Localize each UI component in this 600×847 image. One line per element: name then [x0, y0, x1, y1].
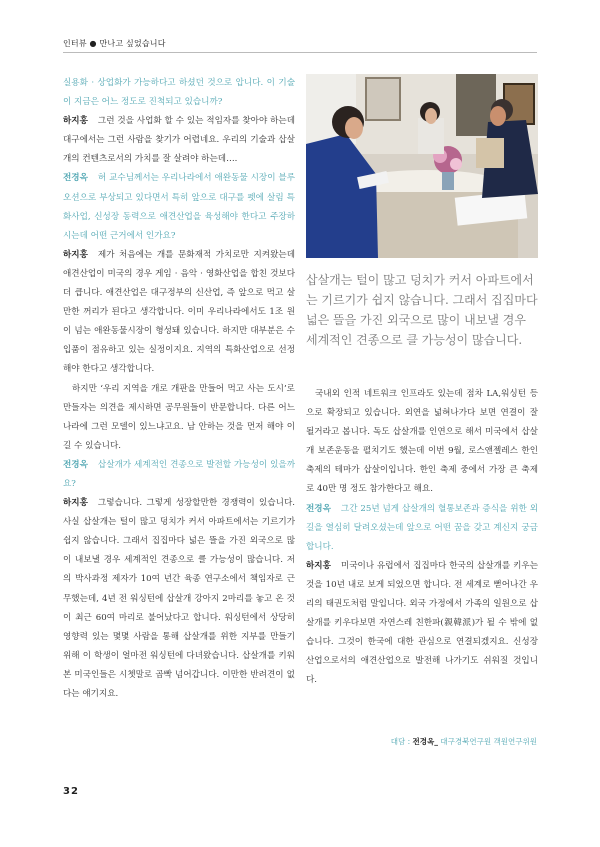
paragraph-text: 그렇습니다. 그렇게 성장할만한 경쟁력이 있습니다. 사실 삽살개는 털이 많고 덩치가 커서 아파트에서는 기르기가 쉽지 않습니다. 그래서 집집마다 넓은 뜰을 가진 외국으로 많이 내보낼 경우 세계적인 견종으로 클 가능성이 많습니다. 저의 박사과정 제자가 10여 년간 육종 연구소에서 책임자로 근무했는데, 4년 전 워싱턴에 삽살개 강아지 2마리를 놓고 온 것이 최근 60여 마리로 불어났다고 합니다. 워싱턴에서 상당히 영향력 있는 몇몇 사람을 통해 삽살개를 위한 지부를 만들기 위해 이 학생이 얼마전 워싱턴에 다녀왔습니다. 삽살개를 키워 본 미국인들은 시쳇말로 곱빡 넘어갑니다. 이만한 반려견이 없다는 얘기지요. — [63, 498, 295, 699]
question-paragraph — [306, 500, 538, 557]
paragraph-text: 그런 것을 사업화 할 수 있는 적임자를 찾아야 하는데 대구에서는 그런 사람을 찾기가 어렵네요. 우리의 기술과 삽살개의 컨텐츠로서의 가치를 잘 살려야 하는데…. — [63, 116, 295, 165]
paragraph-text: 미국이나 유럽에서 집집마다 한국의 삽살개를 키우는 것을 10년 내로 보게 되었으면 합니다. 전 세계로 뻗어나간 우리의 태권도처럼 말입니다. 외국 가정에서 가족의 일원으로 삽살개를 키우다보면 자연스레 친한파(親韓派)가 될 수 밖에 없습니다. 그것이 한국에 대한 관심으로 연결되겠지요. 신성장 산업으로서의 애견산업으로 발전해 나가기도 쉬워질 것입니다. — [306, 560, 538, 686]
interviewee-name: 하지홍 — [63, 249, 88, 260]
body-paragraph — [306, 385, 538, 500]
header-rule — [63, 52, 537, 53]
answer-paragraph — [63, 246, 295, 380]
credit-name: 전경옥_ — [412, 737, 439, 746]
interviewer-name: 전경옥 — [306, 503, 331, 514]
interviewer-name: 전경옥 — [63, 173, 88, 184]
interviewee-name: 하지홍 — [306, 560, 331, 571]
answer-paragraph — [306, 557, 538, 691]
answer-paragraph — [63, 494, 295, 704]
answer-paragraph — [63, 112, 295, 169]
credit-label: 대담 : — [390, 737, 411, 746]
pull-quote: 삽살개는 털이 많고 덩치가 커서 아파트에서는 기르기가 쉽지 않습니다. 그래서 집집마다 넓은 뜰을 가진 외국으로 많이 내보낼 경우 세계적인 견종으로 클 가능성이 많습니다. — [306, 273, 538, 347]
question-paragraph — [63, 169, 295, 245]
running-header — [63, 38, 166, 49]
interviewer-credit — [391, 736, 537, 747]
left-column — [63, 74, 295, 704]
paragraph-text: 삽살개가 세계적인 견종으로 발전할 가능성이 있을까요? — [63, 459, 295, 489]
credit-role: 대구경북연구원 객원연구위원 — [440, 737, 537, 746]
paragraph-text: 제가 처음에는 개를 문화재적 가치로만 지켜왔는데 애견산업이 미국의 경우 게임 · 음악 · 영화산업을 합친 것보다 더 큽니다. 애견산업은 대구정부의 신산업, 즉 앞으로 먹고 살만한 꺼리가 된다고 생각합니다. 이미 우리나라에서도 1조 원이 넘는 애완동물시장이 형성돼 있습니다. 하지만 대부분은 수입품이 점유하고 있는 실정이지요. 지역의 특화산업으로 선정해야 한다고 생각합니다. — [63, 249, 295, 375]
interviewer-name: 전경옥 — [63, 459, 88, 470]
paragraph-text: 실용화 · 상업화가 가능하다고 하셨던 것으로 압니다. 이 기술이 지금은 어느 정도로 진척되고 있습니까? — [63, 78, 295, 108]
paragraph-text: 국내외 인적 네트워크 인프라도 있는데 점차 LA,워싱턴 등으로 확장되고 있습니다. 외연을 넓혀나가다 보면 연결이 잘 될거라고 봅니다. 독도 삽살개를 인연으로 해서 미국에서 삽살개 보존운동을 펼치기도 했는데 이번 9월, 로스앤젤레스 한인 축제의 테마가 삽살이입니다. 한인 축제 중에서 가장 큰 축제로 40만 명 정도 참가한다고 해요. — [306, 389, 538, 495]
header-title: 만나고 싶었습니다 — [99, 39, 166, 48]
interview-photo — [306, 74, 538, 258]
page-number: 32 — [63, 786, 79, 797]
interviewee-name: 하지홍 — [63, 498, 88, 509]
paragraph-text: 허 교수님께서는 우리나라에서 애완동물 시장이 블루오션으로 부상되고 있다면서 특히 앞으로 대구를 펫에 살림 특화사업, 신성장 동력으로 애견산업을 육성해야 한다고 주장하시는데 어떤 근거에서 인가요? — [63, 173, 295, 241]
header-bullet: ● — [89, 39, 97, 48]
right-column — [306, 385, 538, 691]
interview-photo-illustration — [306, 74, 538, 258]
question-paragraph — [63, 456, 295, 494]
interviewee-name: 하지홍 — [63, 116, 88, 127]
paragraph-text: 그간 25년 넘게 삽살개의 혈통보존과 증식을 위한 외길을 열심히 달려오셨는데 앞으로 어떤 꿈을 갖고 계신지 궁금합니다. — [306, 503, 538, 552]
header-section: 인터뷰 — [63, 39, 87, 48]
paragraph-text: 하지만 ‘우리 지역을 개로 개판을 만들어 먹고 사는 도시’로 만들자는 의견을 제시하면 공무원들이 반문합니다. 다른 어느 나라에 그런 모델이 있느냐고요. 남 안하는 것을 먼저 해야 이길 수 있습니다. — [63, 383, 295, 451]
body-paragraph — [63, 380, 295, 456]
question-paragraph — [63, 74, 295, 112]
